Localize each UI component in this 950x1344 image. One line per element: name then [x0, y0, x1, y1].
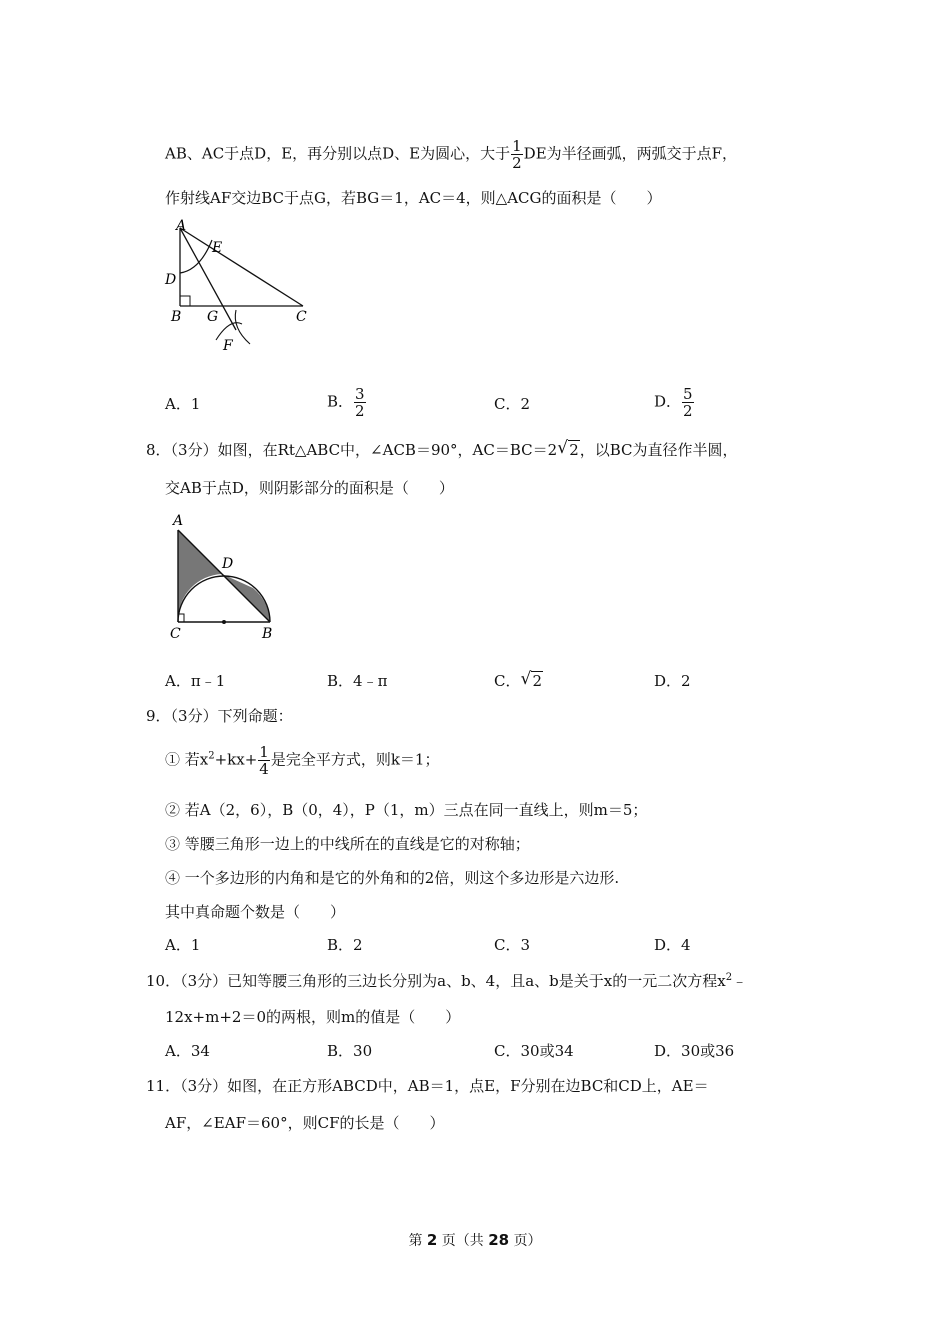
q8-option-b: B．4﹣π: [327, 672, 388, 690]
footer-pre: 第: [408, 1233, 423, 1249]
q9-option-b: B．2: [327, 936, 363, 954]
q7-line1: [165, 138, 737, 171]
q7-option-b-label: B．: [327, 392, 354, 411]
q8-option-a: A．π﹣1: [165, 672, 226, 690]
q8-center-dot: [222, 620, 226, 624]
q7-label-d: D: [165, 272, 177, 288]
q7-label-c: C: [296, 309, 307, 325]
q7-option-a: A．1: [165, 395, 201, 413]
q9-item1-frac: [258, 744, 270, 777]
q9-item1-text-a: ① 若x: [165, 750, 209, 769]
q7-figure: [160, 218, 320, 358]
footer-page-number: 2: [426, 1231, 438, 1249]
q9-item1: [165, 744, 439, 777]
q7-option-d: [654, 386, 695, 419]
q9-item1-text-c: 是完全平方式，则k＝1；: [270, 750, 440, 769]
q7-right-angle: [180, 296, 190, 306]
footer-mid: 页（共: [441, 1233, 484, 1249]
q7-fraction: [511, 138, 523, 171]
q8-option-c: [494, 671, 543, 691]
q7-option-d-label: D．: [654, 392, 682, 411]
q9-item2: ② 若A（2，6），B（0，4），P（1，m）三点在同一直线上，则m＝5；: [165, 801, 648, 819]
q10-option-b: B．30: [327, 1042, 373, 1060]
q7-frac-den: 2: [512, 154, 522, 172]
q7-seg-ac: [180, 228, 303, 306]
q11-line2: AF，∠EAF＝60°，则CF的长是（ ）: [165, 1114, 445, 1132]
q8-label-c: C: [170, 626, 181, 642]
q8-line2: 交AB于点D，则阴影部分的面积是（ ）: [165, 479, 454, 497]
q9-item1-sup: 2: [208, 750, 215, 762]
q8-option-c-sqrt: [520, 671, 543, 691]
q7-option-b: [327, 386, 367, 419]
q7-option-b-num: 3: [355, 385, 365, 403]
q7-line1-text-a: AB、AC于点D，E，再分别以点D、E为圆心，大于: [165, 144, 511, 163]
q8-sqrt: [557, 440, 580, 460]
page-footer: [0, 1230, 950, 1250]
q9-item5: 其中真命题个数是（ ）: [165, 903, 346, 921]
q8-sqrt-value: 2: [569, 441, 579, 459]
q8-label-d: D: [222, 556, 234, 572]
q7-label-e: E: [212, 240, 223, 256]
q9-item3: ③ 等腰三角形一边上的中线所在的直线是它的对称轴；: [165, 835, 530, 853]
q8-line1: [146, 440, 738, 460]
q10-option-a: A．34: [165, 1042, 210, 1060]
q7-arc-f2: [235, 310, 250, 344]
q8-label-b: B: [262, 626, 273, 642]
q7-frac-num: 1: [512, 137, 522, 155]
q9-item1-text-b: +kx+: [214, 750, 258, 769]
q11-line1: 11．（3分）如图，在正方形ABCD中，AB＝1，点E，F分别在边BC和CD上，AE＝: [146, 1077, 709, 1095]
q8-option-c-radical-icon: √: [520, 669, 532, 689]
q7-option-b-frac: [354, 386, 366, 419]
q8-line1-text-b: ，以BC为直径作半圆，: [579, 441, 738, 459]
q7-label-a: A: [176, 218, 187, 234]
q7-option-c: C．2: [494, 395, 531, 413]
q10-line1: [146, 971, 747, 991]
q9-option-a: A．1: [165, 936, 201, 954]
q7-option-b-den: 2: [355, 402, 365, 420]
q9-stem: 9．（3分）下列命题：: [146, 707, 293, 725]
q7-label-g: G: [207, 309, 219, 325]
q7-label-f: F: [223, 338, 233, 354]
q10-option-d: D．30或36: [654, 1042, 735, 1060]
q8-line1-text-a: 8．（3分）如图，在Rt△ABC中，∠ACB＝90°，AC＝BC＝2: [146, 441, 558, 459]
q9-item4: ④ 一个多边形的内角和是它的外角和的2倍，则这个多边形是六边形.: [165, 869, 620, 887]
footer-total-pages: 28: [488, 1231, 510, 1249]
q7-option-d-frac: [682, 386, 694, 419]
footer-post: 页）: [513, 1233, 542, 1249]
q9-item1-num: 1: [259, 743, 269, 761]
q8-radical-icon: √: [557, 438, 569, 458]
q9-item1-den: 4: [259, 760, 269, 778]
q7-option-d-num: 5: [683, 385, 693, 403]
q7-option-d-den: 2: [683, 402, 693, 420]
q10-line1-text-a: 10．（3分）已知等腰三角形的三边长分别为a、b、4，且a、b是关于x的一元二次方程x: [146, 972, 726, 990]
q8-shade-left: [178, 530, 222, 620]
q8-option-c-label: C．: [494, 672, 521, 690]
q10-line1-text-b: ﹣: [732, 972, 748, 990]
q7-line2: 作射线AF交边BC于点G，若BG＝1，AC＝4，则△ACG的面积是（ ）: [165, 189, 662, 207]
q8-option-d: D．2: [654, 672, 691, 690]
q8-option-c-sqrt-value: 2: [532, 672, 543, 690]
q7-line1-text-b: DE为半径画弧，两弧交于点F，: [523, 144, 738, 163]
q10-option-c: C．30或34: [494, 1042, 574, 1060]
q9-option-c: C．3: [494, 936, 531, 954]
q8-label-a: A: [173, 513, 184, 529]
q9-option-d: D．4: [654, 936, 691, 954]
q10-line1-sup: 2: [725, 972, 733, 983]
q8-figure: [160, 510, 285, 645]
q7-label-b: B: [171, 309, 182, 325]
q10-line2: 12x+m+2＝0的两根，则m的值是（ ）: [165, 1008, 461, 1026]
